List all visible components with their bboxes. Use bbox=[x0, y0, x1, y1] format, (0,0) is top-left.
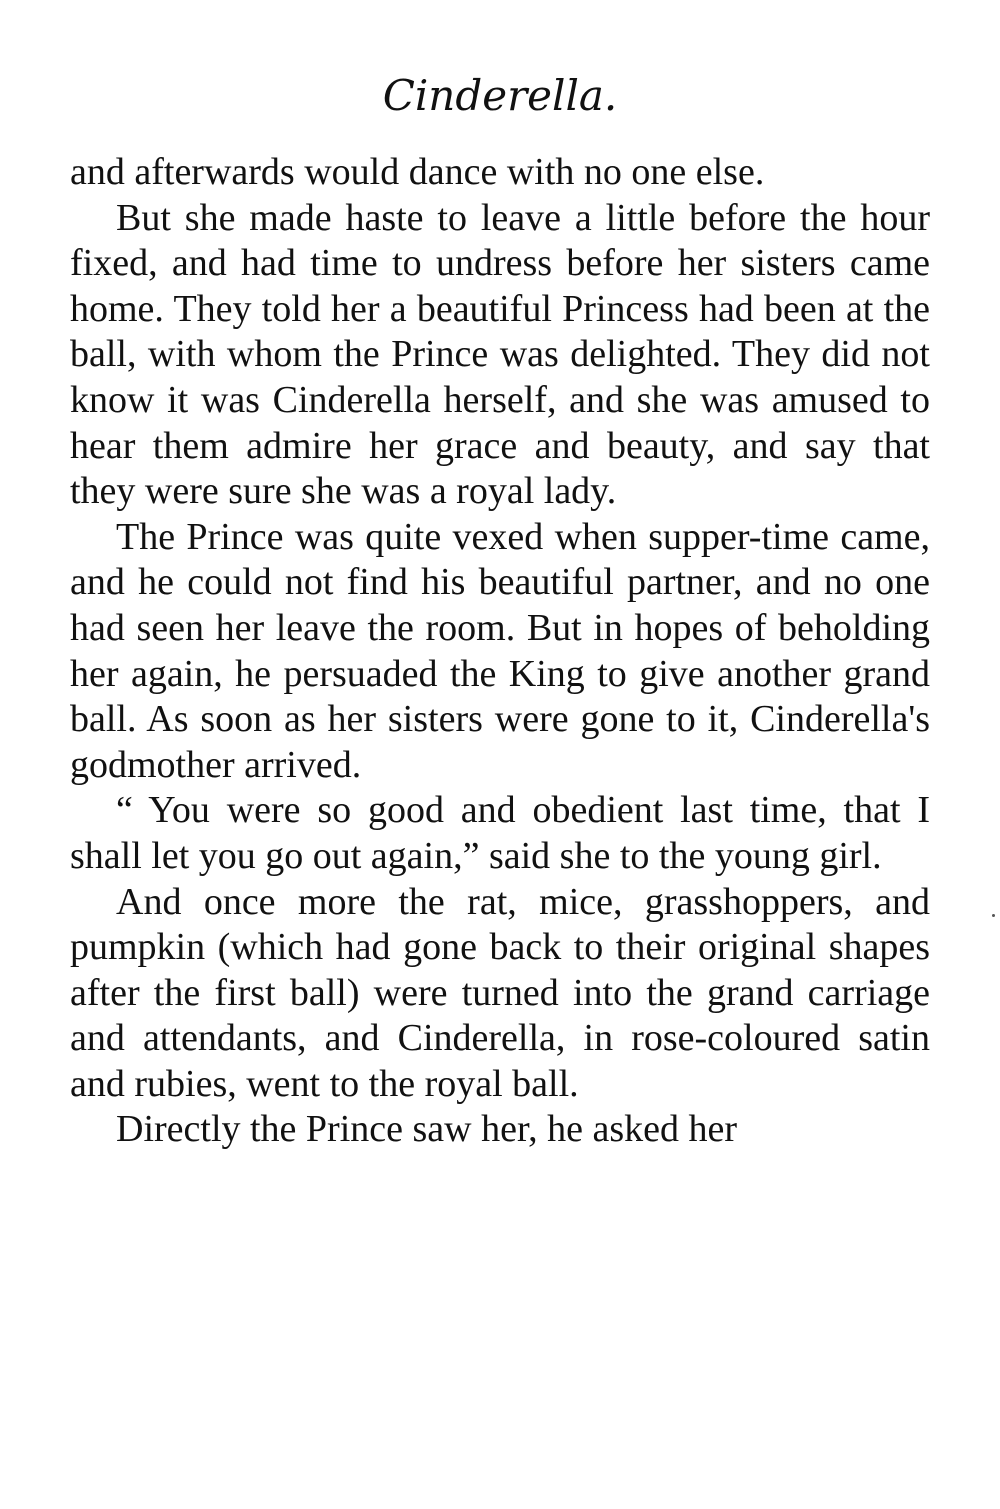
print-speck bbox=[992, 914, 995, 917]
paragraph-6: Directly the Prince saw her, he asked her bbox=[116, 1108, 738, 1151]
paragraph-4: “ You were so good and obedient last time, that I shall let you go out again,” said she to the young girl. bbox=[70, 789, 930, 877]
paragraph-1: and afterwards would dance with no one else. bbox=[70, 151, 765, 193]
body-text bbox=[70, 150, 930, 1153]
paragraph-5: And once more the rat, mice, grasshoppers, and pumpkin (which had gone back to their original shapes after the first ball) were turned into the grand carriage and attendants, and Cinderella, in rose-coloured satin and rubies, went to the royal ball. bbox=[70, 880, 930, 1105]
paragraph-2: But she made haste to leave a little before the hour fixed, and had time to undress before her sisters came home. They told her a beautiful Princess had been at the ball, with whom the Prince was delighted. They did not know it was Cinderella herself, and she was amused to hear them admire her grace and beauty, and say that they were sure she was a royal lady. bbox=[70, 196, 930, 513]
running-head: Cinderella. bbox=[382, 71, 618, 120]
paragraph-3: The Prince was quite vexed when supper-time came, and he could not find his beautiful partner, and no one had seen her leave the room. But in hopes of beholding her again, he persuaded the King to give another grand ball. As soon as her sisters were gone to it, Cinderella's godmother arrived. bbox=[70, 515, 930, 786]
